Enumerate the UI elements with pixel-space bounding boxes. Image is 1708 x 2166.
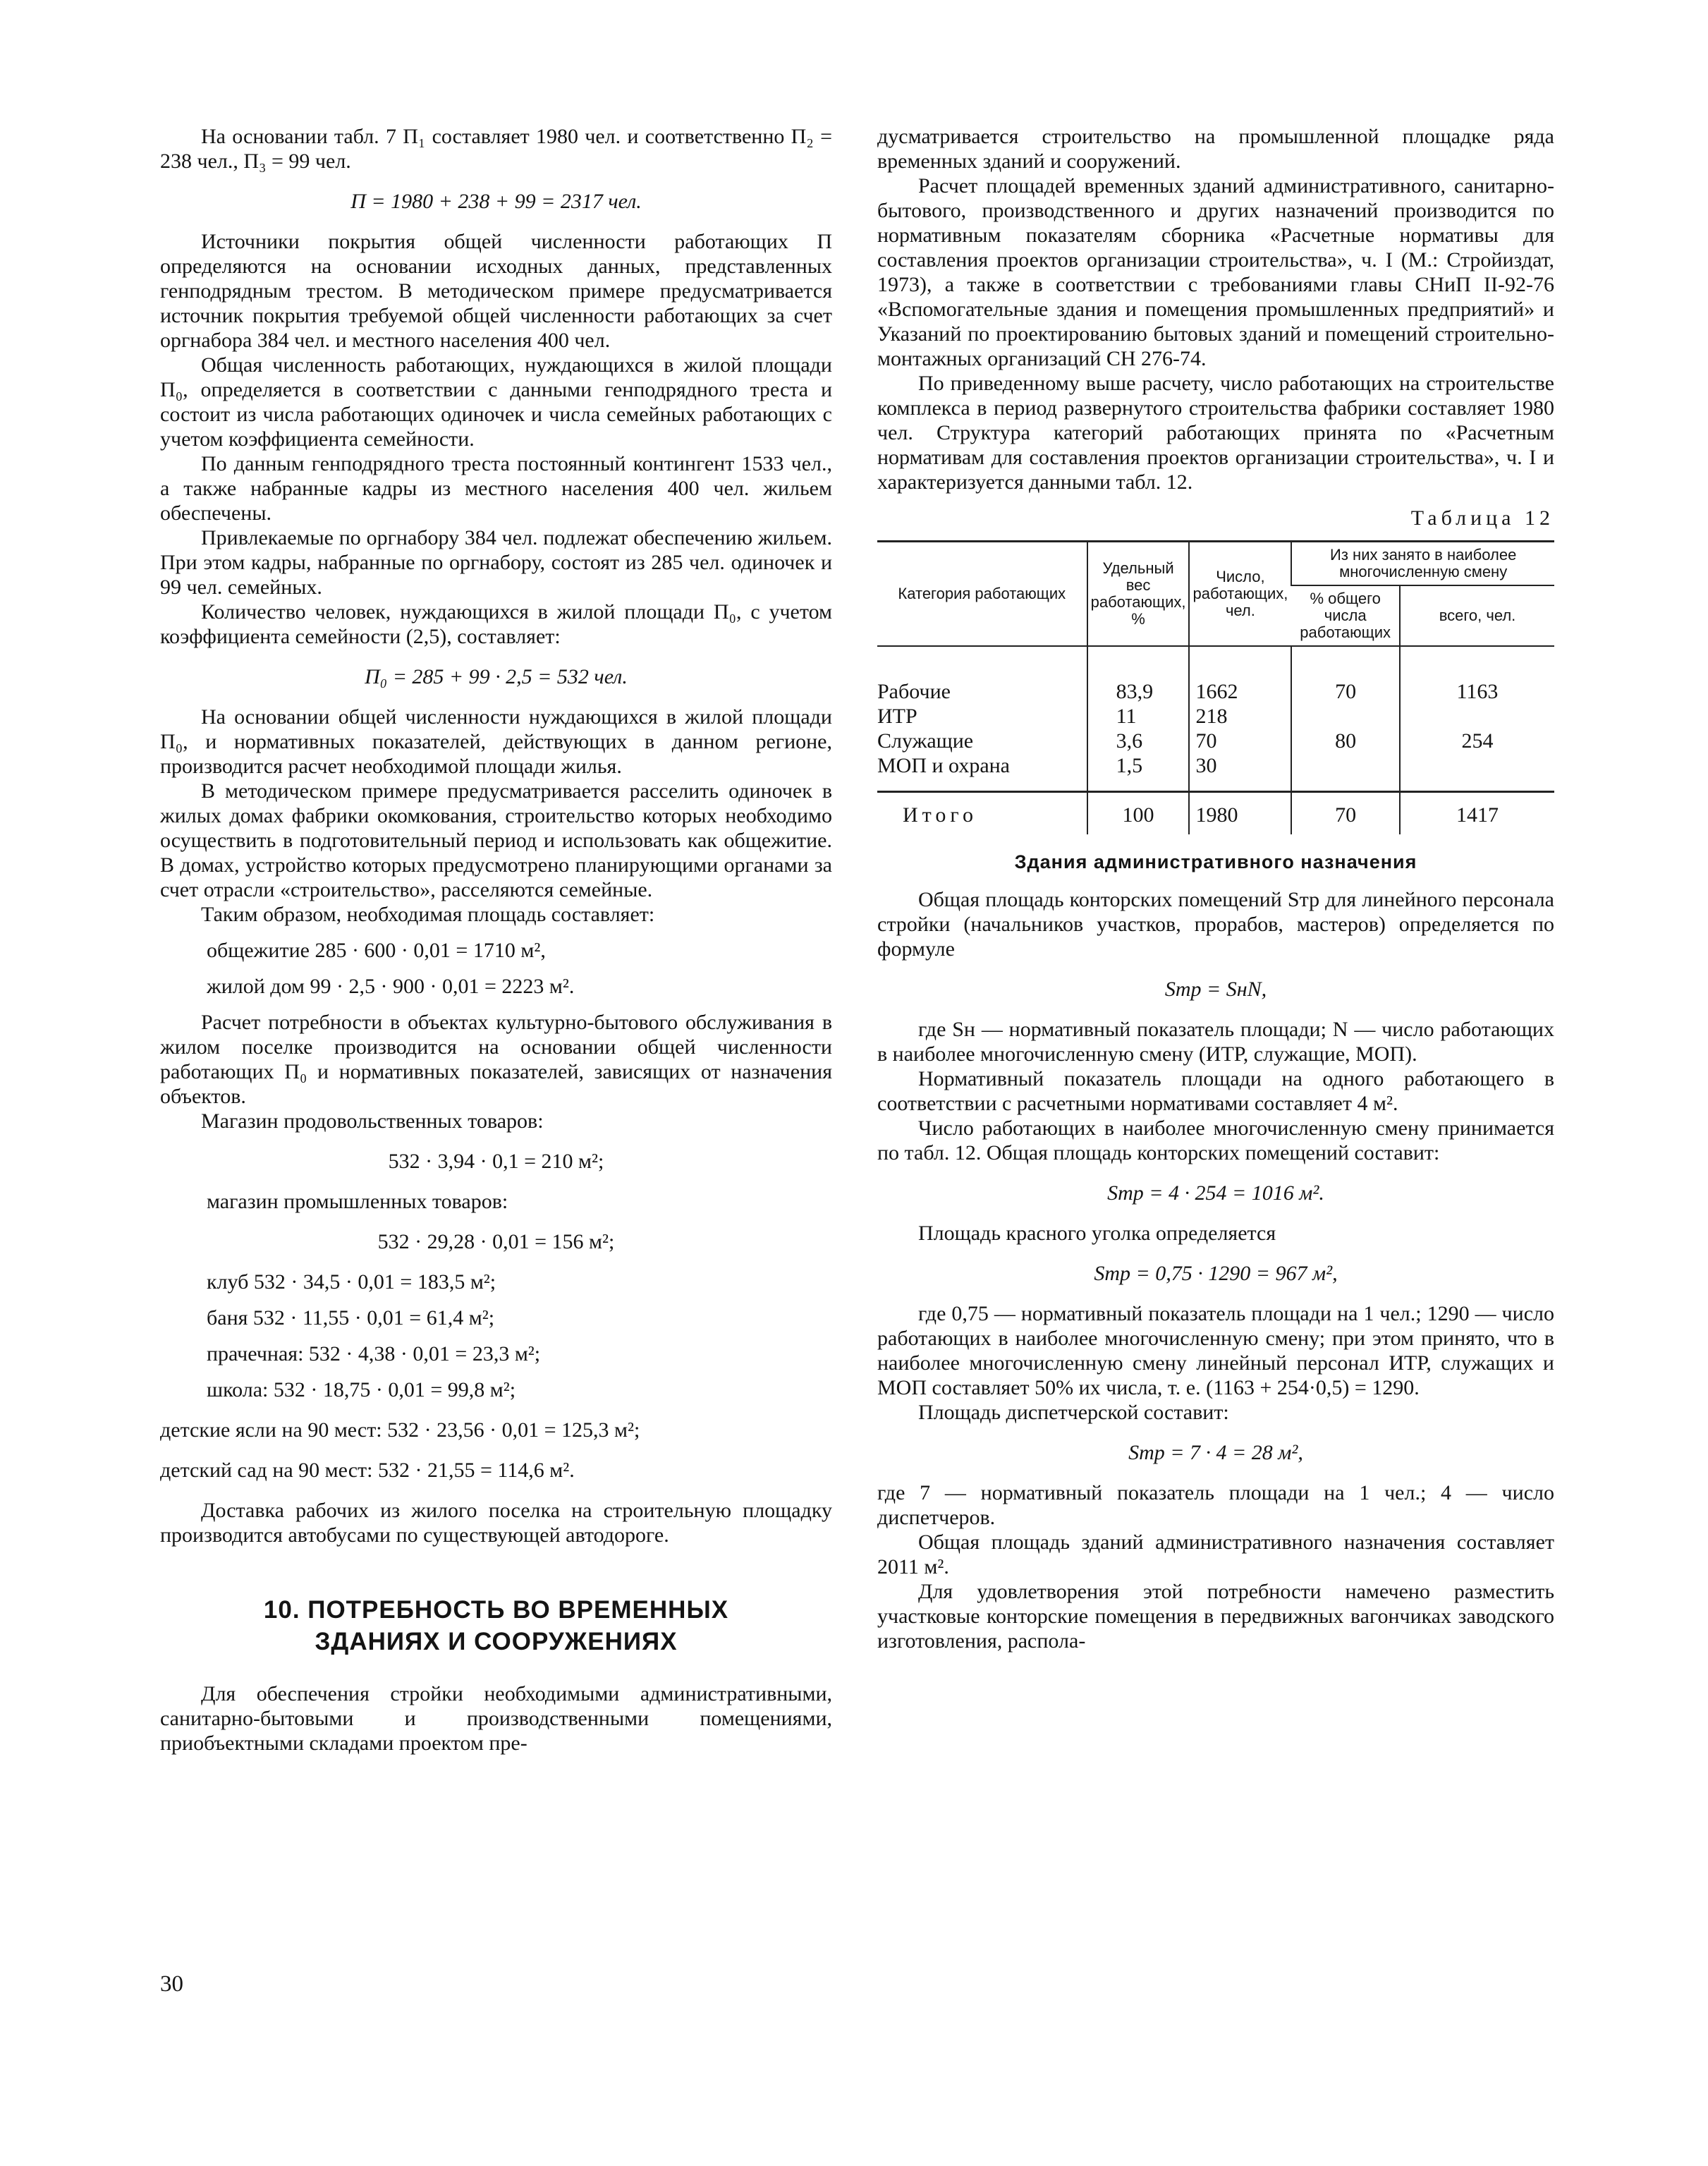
category: Рабочие [877,680,951,703]
table-cell [877,646,1087,792]
formula: 532 · 3,94 · 0,1 = 210 м²; [388,1150,604,1173]
header-share: Удельный вес работающих, % [1087,542,1190,647]
section-title [160,1594,832,1657]
paragraph: где 7 — нормативный показатель площади на 1 чел.; 4 — число диспетчеров. [877,1481,1554,1529]
paragraph: Площадь диспетчерской составит: [918,1401,1229,1424]
table-cell [1189,646,1291,792]
section-title-line: ЗДАНИЯХ И СООРУЖЕНИЯХ [315,1628,678,1655]
paragraph: Площадь красного уголка определяется [918,1222,1276,1245]
formula: прачечная: 532 · 4,38 · 0,01 = 23,3 м²; [207,1342,541,1365]
paragraph: В методическом примере предусматривается расселить одиночек в жилых домах фабрики окомкования, строительство которых необходимо осуществить в подготовительный период и использовать как общежитие. В домах, устройство которых предусмотрено планирующими органами за счет отрасли «строительство», расселяются семейные. [160,779,832,901]
formula: детские ясли на 90 мест: 532 · 23,56 · 0,01 = 125,3 м²; [160,1418,640,1442]
paragraph: Таким образом, необходимая площадь составляет: [201,903,655,926]
share: 83,9 [1116,680,1154,703]
formula: магазин промышленных товаров: [207,1190,508,1213]
paragraph: Нормативный показатель площади на одного работающего в соответствии с расчетными нормативами составляет 4 м². [877,1067,1554,1115]
paragraph: Общая площадь конторских помещений Sтр для линейного персонала стройки (начальников участков, прорабов, мастеров) определяется по формуле [877,888,1554,961]
paragraph: На основании табл. 7 П₁ составляет 1980 чел. и соответственно П₂ = 238 чел., П₃ = 99 чел. [160,125,832,173]
formula: Sтр = 4 · 254 = 1016 м². [1107,1181,1324,1205]
paragraph: Расчет потребности в объектах культурно-бытового обслуживания в жилом поселке производится на основании общей численности работающих П₀ и нормативных показателей, зависящих от назначения объектов. [160,1011,832,1108]
sum-pct: 70 [1291,792,1400,835]
paragraph: Доставка рабочих из жилого поселка на строительную площадку производится автобусами по существующей автодороге. [160,1499,832,1547]
paragraph: На основании общей численности нуждающихся в жилой площади П₀, и нормативных показателей, действующих в данном регионе, производится расчет необходимой площади жилья. [160,705,832,778]
formula: общежитие 285 · 600 · 0,01 = 1710 м², [207,939,546,962]
sum-total: 1417 [1400,792,1554,835]
paragraph: Расчет площадей временных зданий административного, санитарно-бытового, производственного и других назначений производится по нормативным показателям сборника «Расчетные нормативы для составления проектов организации строительства», ч. I (М.: Стройиздат, 1973), а также в соответствии с требованиями главы СНиП II-92-76 «Вспомогательные здания и помещения промышленных предприятий» и Указаний по проектированию бытовых зданий и помещений строительно-монтажных организаций СН 276-74. [877,174,1554,370]
formula: П₀ = 285 + 99 · 2,5 = 532 чел. [365,665,628,688]
sum-share: 100 [1087,792,1190,835]
formula: Sтр = 7 · 4 = 28 м², [1128,1441,1303,1464]
count: 218 [1195,705,1228,728]
total-others: 254 [1461,729,1494,753]
table-cell [1291,646,1400,792]
header-count: Число, работающих, чел. [1189,542,1291,647]
table-caption: Таблица 12 [1410,506,1554,530]
formula: 532 · 29,28 · 0,01 = 156 м²; [377,1230,615,1253]
paragraph: Общая площадь зданий административного назначения составляет 2011 м². [877,1531,1554,1578]
pct-workers: 70 [1335,680,1357,703]
paragraph: По данным генподрядного треста постоянный контингент 1533 чел., а также набранные кадры из местного населения 400 чел. жильем обеспечены. [160,452,832,525]
share: 11 [1116,705,1137,728]
paragraph: Привлекаемые по оргнабору 384 чел. подлежат обеспечению жильем. При этом кадры, набранные по оргнабору, состоят из 285 чел. одиночек и 99 чел. семейных. [160,526,832,599]
header-group: Из них занято в наиболее многочисленную смену [1291,542,1554,586]
category: Служащие [877,729,974,753]
pct-others: 80 [1335,729,1357,753]
count: 30 [1195,754,1217,777]
formula: Sтр = 0,75 · 1290 = 967 м², [1094,1262,1338,1285]
section-title-line: 10. ПОТРЕБНОСТЬ ВО ВРЕМЕННЫХ [263,1596,729,1624]
formula: баня 532 · 11,55 · 0,01 = 61,4 м²; [207,1306,495,1330]
formula: жилой дом 99 · 2,5 · 900 · 0,01 = 2223 м². [207,975,575,998]
left-column [160,124,832,1756]
header-total: всего, чел. [1400,585,1554,646]
paragraph: Для обеспечения стройки необходимыми административными, санитарно-бытовыми и производственными помещениями, приобъектными складами проектом пре- [160,1682,832,1755]
count: 1662 [1195,680,1238,703]
paragraph: где 0,75 — нормативный показатель площади на 1 чел.; 1290 — число работающих в наиболее многочисленную смену; при этом принято, что в наиболее многочисленную смену линейный персонал ИТР, служащих и МОП составляет 50% их числа, т. е. (1163 + 254·0,5) = 1290. [877,1302,1554,1399]
paragraph: Общая численность работающих, нуждающихся в жилой площади П₀, определяется в соответствии с данными генподрядного треста и состоит из числа работающих одиночек и числа семейных работающих с учетом коэффициента семейности. [160,353,832,451]
sum-count: 1980 [1189,792,1291,835]
paragraph: Для удовлетворения этой потребности намечено разместить участковые конторские помещения в передвижных вагончиках заводского изготовления, распола- [877,1580,1554,1653]
formula: Sтр = SнN, [1164,978,1267,1001]
formula: клуб 532 · 34,5 · 0,01 = 183,5 м²; [207,1270,496,1294]
header-pct: % общего числа работающих [1291,585,1400,646]
count: 70 [1195,729,1217,753]
paragraph: где Sн — нормативный показатель площади; N — число работающих в наиболее многочисленную смену (ИТР, служащие, МОП). [877,1018,1554,1066]
paragraph: Источники покрытия общей численности работающих П определяются на основании исходных данных, представленных генподрядным трестом. В методическом примере предусматривается источник покрытия требуемой общей численности работающих за счет оргнабора 384 чел. и местного населения 400 чел. [160,230,832,352]
formula: детский сад на 90 мест: 532 · 21,55 = 114,6 м². [160,1459,575,1482]
category: ИТР [877,705,917,728]
paragraph: Количество человек, нуждающихся в жилой площади П₀, с учетом коэффициента семейности (2,5), составляет: [160,600,832,648]
formula: школа: 532 · 18,75 · 0,01 = 99,8 м²; [207,1378,516,1401]
category: МОП и охрана [877,754,1010,777]
paragraph: Магазин продовольственных товаров: [201,1109,544,1133]
paragraph: дусматривается строительство на промышленной площадке ряда временных зданий и сооружений. [877,125,1554,173]
table-cell [1087,646,1190,792]
share: 3,6 [1116,729,1143,753]
subheading: Здания административного назначения [1014,851,1417,872]
table-cell [1400,646,1554,792]
total-workers: 1163 [1456,680,1499,703]
share: 1,5 [1116,754,1143,777]
sum-label: Итого [877,792,1087,835]
formula: П = 1980 + 238 + 99 = 2317 чел. [350,190,642,213]
right-column [877,124,1554,1653]
table-12 [877,540,1554,834]
paragraph: Число работающих в наиболее многочисленную смену принимается по табл. 12. Общая площадь конторских помещений составит: [877,1117,1554,1164]
paragraph: По приведенному выше расчету, число работающих на строительстве комплекса в период развернутого строительства фабрики составляет 1980 чел. Структура категорий работающих принята по «Расчетным нормативам для составления проектов организации строительства», ч. I и характеризуется данными табл. 12. [877,372,1554,494]
page-number: 30 [160,1971,183,1997]
header-category: Категория работающих [877,542,1087,647]
